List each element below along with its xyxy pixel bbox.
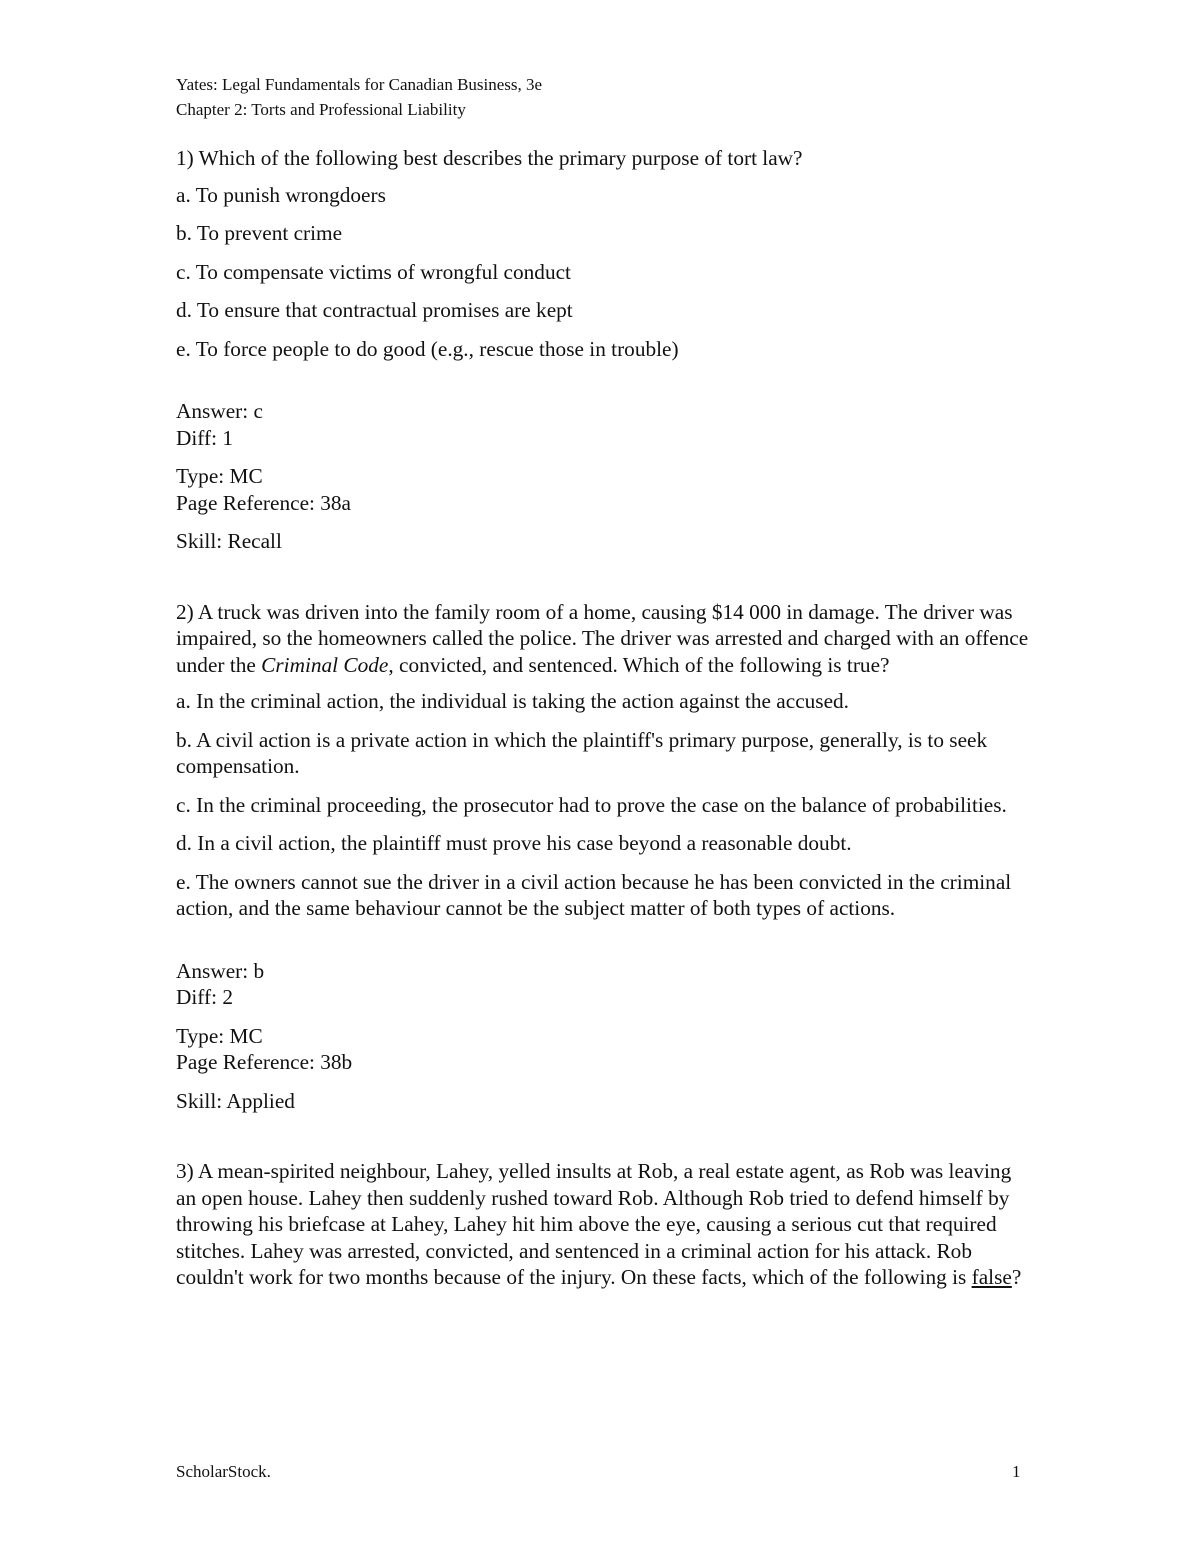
- chapter-title: Chapter 2: Torts and Professional Liability: [176, 100, 466, 119]
- question-1-option-c: c. To compensate victims of wrongful conduct: [176, 259, 571, 284]
- question-2-option-d: d. In a civil action, the plaintiff must prove his case beyond a reasonable doubt.: [176, 831, 852, 855]
- question-1-metadata: [176, 398, 1036, 555]
- question-1-answer: Answer: c: [176, 399, 263, 423]
- question-1-option-b: b. To prevent crime: [176, 221, 343, 245]
- question-2-option-e: e. The owners cannot sue the driver in a civil action because he has been convicted in the criminal action, and the same behaviour cannot be the subject matter of both types of actions.: [176, 869, 1012, 920]
- question-1-option-e: e. To force people to do good (e.g., rescue those in trouble): [176, 336, 679, 361]
- question-2-metadata: [176, 958, 1036, 1115]
- page-header: [176, 72, 1036, 122]
- question-3-text-underlined: false: [971, 1265, 1012, 1289]
- question-1-option-a: a. To punish wrongdoers: [176, 182, 386, 207]
- question-1-page-reference: Page Reference: 38a: [176, 490, 352, 515]
- question-1-type: Type: MC: [176, 464, 263, 488]
- question-2-page-reference: Page Reference: 38b: [176, 1050, 353, 1074]
- question-1-diff: Diff: 1: [176, 425, 233, 450]
- question-2-option-b: b. A civil action is a private action in which the plaintiff's primary purpose, generally, is to seek compensation.: [176, 727, 988, 778]
- question-1: [176, 145, 1036, 555]
- question-2-answer: Answer: b: [176, 958, 265, 983]
- question-3-text-start: 3) A mean-spirited neighbour, Lahey, yelled insults at Rob, a real estate agent, as Rob was leaving an open house. Lahey then suddenly rushed toward Rob. Although Rob tried to defend himself by throwing his briefcase at Lahey, Lahey hit him above the eye, causing a serious cut that required stitches. Lahey was arrested, convicted, and sentenced in a criminal action for his attack. Rob couldn't work for two months because of the injury. On these facts, which of the following is: [176, 1159, 1012, 1289]
- question-2-option-a: a. In the criminal action, the individual is taking the action against the accused.: [176, 689, 850, 713]
- question-2-text-end: , convicted, and sentenced. Which of the following is true?: [388, 652, 890, 677]
- document-body: [176, 145, 1036, 1301]
- question-3-text-end: ?: [1011, 1265, 1022, 1289]
- question-3-text: [176, 1158, 1036, 1291]
- question-2-text-italic: Criminal Code: [261, 652, 389, 677]
- question-2-skill: Skill: Applied: [176, 1088, 295, 1113]
- page-number: 1: [1012, 1462, 1021, 1481]
- question-2-type: Type: MC: [176, 1023, 263, 1048]
- question-1-text: 1) Which of the following best describes the primary purpose of tort law?: [176, 146, 803, 170]
- question-1-skill: Skill: Recall: [176, 529, 282, 553]
- question-2-option-c: c. In the criminal proceeding, the prosecutor had to prove the case on the balance of probabilities.: [176, 792, 1007, 817]
- question-2: [176, 599, 1036, 1115]
- question-3: [176, 1158, 1036, 1291]
- question-2-text-start: 2) A truck was driven into the family room of a home, causing $14 000 in damage. The driver was impaired, so the homeowners called the police. The driver was arrested and charged with an offence under the: [176, 599, 1029, 677]
- question-2-text: [176, 599, 1036, 679]
- question-2-diff: Diff: 2: [176, 985, 233, 1009]
- question-1-option-d: d. To ensure that contractual promises are kept: [176, 298, 573, 322]
- footer-source: ScholarStock.: [176, 1462, 271, 1481]
- book-title: Yates: Legal Fundamentals for Canadian Business, 3e: [176, 75, 543, 94]
